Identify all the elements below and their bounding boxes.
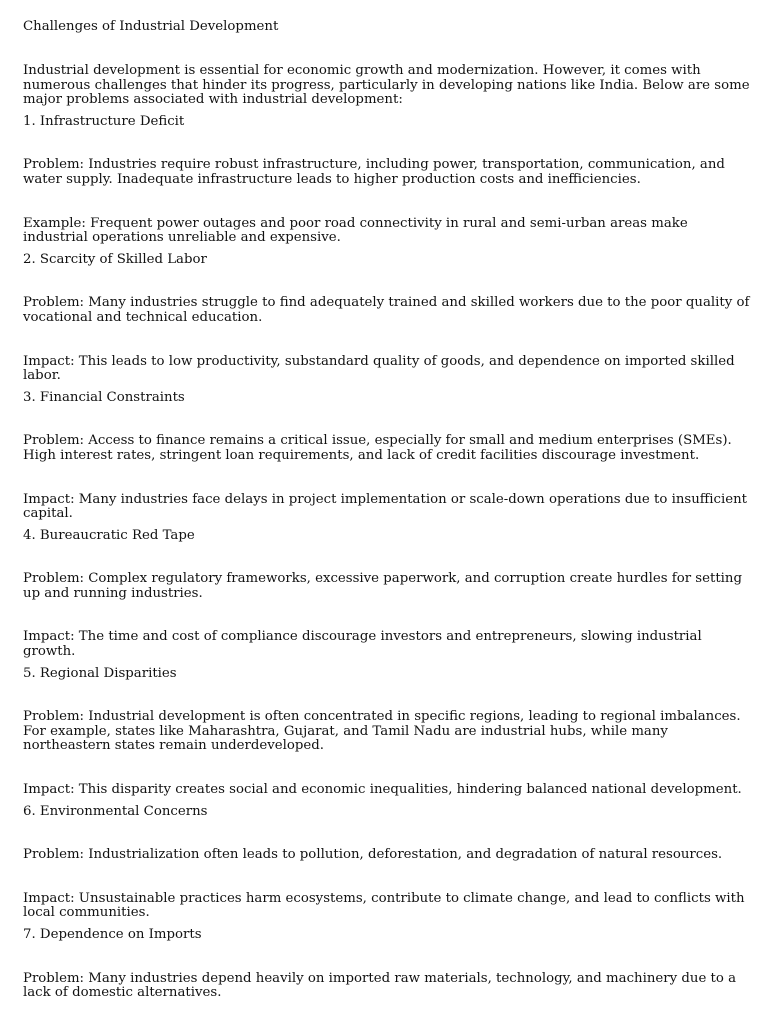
spacer bbox=[23, 601, 751, 630]
spacer bbox=[23, 405, 751, 434]
spacer bbox=[23, 267, 751, 296]
spacer bbox=[23, 681, 751, 710]
section-3-problem: Problem: Access to finance remains a critical issue, especially for small and medium enterprises (SMEs). High interest rates, stringent loan requirements, and lack of credit facilities discourage investment. bbox=[23, 433, 732, 463]
spacer bbox=[23, 129, 751, 158]
document-title: Challenges of Industrial Development bbox=[23, 19, 279, 34]
spacer bbox=[23, 819, 751, 848]
spacer bbox=[23, 464, 751, 493]
spacer bbox=[23, 943, 751, 972]
section-heading-3: 3. Financial Constraints bbox=[23, 389, 185, 405]
section-2-problem: Problem: Many industries struggle to find adequately trained and skilled workers due to the poor quality of vocational and technical education. bbox=[23, 295, 750, 325]
section-5-impact: Impact: This disparity creates social and economic inequalities, hindering balanced national development. bbox=[23, 782, 742, 798]
section-1-problem: Problem: Industries require robust infrastructure, including power, transportation, communication, and water supply. Inadequate infrastructure leads to higher production costs and inefficiencies. bbox=[23, 157, 725, 187]
spacer bbox=[23, 863, 751, 892]
section-4-problem: Problem: Complex regulatory frameworks, excessive paperwork, and corruption create hurdles for setting up and running industries. bbox=[23, 571, 742, 601]
spacer bbox=[23, 543, 751, 572]
section-4-impact: Impact: The time and cost of compliance discourage investors and entrepreneurs, slowing industrial growth. bbox=[23, 629, 702, 660]
section-heading-1: 1. Infrastructure Deficit bbox=[23, 113, 185, 129]
section-heading-6: 6. Environmental Concerns bbox=[23, 803, 208, 819]
document-page bbox=[23, 20, 751, 1001]
spacer bbox=[23, 754, 751, 783]
section-heading-2: 2. Scarcity of Skilled Labor bbox=[23, 251, 207, 267]
spacer bbox=[23, 326, 751, 355]
spacer bbox=[23, 35, 751, 64]
section-6-problem: Problem: Industrialization often leads to pollution, deforestation, and degradation of natural resources. bbox=[23, 847, 723, 863]
section-2-impact: Impact: This leads to low productivity, substandard quality of goods, and dependence on imported skilled labor. bbox=[23, 353, 735, 384]
section-heading-5: 5. Regional Disparities bbox=[23, 665, 177, 681]
section-heading-4: 4. Bureaucratic Red Tape bbox=[23, 527, 195, 543]
section-1-example: Example: Frequent power outages and poor road connectivity in rural and semi-urban areas make industrial operations unreliable and expensive. bbox=[23, 215, 688, 246]
section-6-impact: Impact: Unsustainable practices harm ecosystems, contribute to climate change, and lead to conflicts with local communities. bbox=[23, 890, 745, 921]
spacer bbox=[23, 188, 751, 217]
section-heading-7: 7. Dependence on Imports bbox=[23, 927, 202, 942]
intro-paragraph: Industrial development is essential for economic growth and modernization. However, it comes with numerous challenges that hinder its progress, particularly in developing nations like India. Below are some major problems associated with industrial development: bbox=[23, 63, 750, 108]
section-7-problem: Problem: Many industries depend heavily on imported raw materials, technology, and machinery due to a lack of domestic alternatives. bbox=[23, 970, 737, 1001]
section-3-impact: Impact: Many industries face delays in project implementation or scale-down operations due to insufficient capital. bbox=[23, 491, 747, 522]
section-5-problem: Problem: Industrial development is often concentrated in specific regions, leading to regional imbalances. For example, states like Maharashtra, Gujarat, and Tamil Nadu are industrial hubs, while many northeastern states remain underdeveloped. bbox=[23, 709, 741, 754]
